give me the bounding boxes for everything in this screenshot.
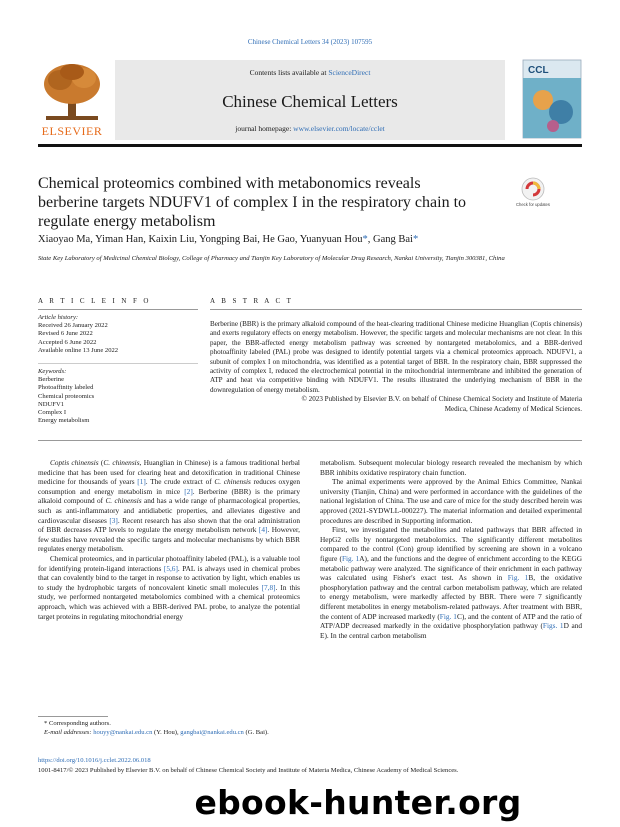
body-paragraph <box>320 525 582 640</box>
check-for-updates-badge[interactable] <box>518 176 548 212</box>
text-run: , Huanglian in Chinese) is a famous traditional herbal medicine that has been used for clearing heat and detoxification in traditional Chinese medicine for thousands of years <box>38 458 300 487</box>
text-run: . Recent research has also shown that the oral administration of BBR decreases ATP levels to regulate the energy metabolism network <box>38 515 300 535</box>
abstract-bottom-rule <box>38 440 582 441</box>
check-updates-label: Check for updates <box>516 202 550 207</box>
author-name: Yuanyuan Hou <box>299 234 363 245</box>
species-name: C. chinensis <box>214 477 251 487</box>
body-column-left <box>38 458 300 621</box>
text-run: D and E). In the central carbon metabolism <box>320 621 582 640</box>
email-line <box>44 729 304 738</box>
figure-link[interactable]: Fig. 1 <box>341 553 360 563</box>
citation-link[interactable]: [4] <box>258 525 268 535</box>
history-item: Revised 6 June 2022 <box>38 330 93 338</box>
footnote <box>44 720 304 737</box>
footnote-rule <box>38 716 108 717</box>
author-separator: , <box>257 234 263 245</box>
article-title: Chemical proteomics combined with metabonomics reveals berberine targets NDUFV1 of complex I in the respiratory chain to regulate energy metabolism <box>38 175 467 230</box>
copyright-line: Medica, Chinese Academy of Medical Sciences. <box>444 404 582 413</box>
author-name: Kaixin Liu <box>148 234 195 245</box>
text-run: B, the oxidative phosphorylation pathway and the central carbon metabolism pathway, which are related to energy metabolism, were markedly affected by BBR. There were 7 significantly different metabolites in energy metabolism-related pathways. After treatment with BBR, the content of ADP increased markedly ( <box>320 573 582 621</box>
text-run: and has a wide range of pharmacological properties, such as anti-inflammatory and antidiabetic properties, and alleviates digestive and cardiovascular diseases <box>38 496 300 525</box>
species-name: C. chinensis <box>105 496 142 506</box>
citation-link[interactable]: [3] <box>109 515 118 525</box>
author-separator: , <box>143 234 149 245</box>
author-name: Yongping Bai <box>199 234 258 245</box>
keyword: Chemical proteomics <box>38 392 95 400</box>
author-separator: , <box>367 234 373 245</box>
author-separator: , <box>194 234 200 245</box>
text-run: Chemical proteomics, and in particular photoaffinity labeled (PAL), is a valuable tool for identifying protein-ligand interactions <box>38 553 300 573</box>
text-run: (Y. Hou), <box>152 728 181 736</box>
text-run: ( <box>98 458 104 467</box>
author-separator: , <box>90 234 96 245</box>
body-paragraph <box>38 554 300 621</box>
keyword: NDUFV1 <box>38 400 65 408</box>
author-name: Xiaoyao Ma <box>38 234 91 245</box>
body-column-right <box>320 458 582 640</box>
affiliation: State Key Laboratory of Medicinal Chemical Biology, College of Pharmacy and Tianjin Key Laboratory of Molecular Drug Research, Nankai University, Tianjin 300381, China <box>38 255 505 262</box>
elsevier-wordmark: ELSEVIER <box>41 124 103 138</box>
cover-text: CCL <box>528 65 549 76</box>
text-run: A), and the functions and the degree of enrichment according to the KEGG metabolic pathway were analyzed. The significance of their enrichment in each pathway was calculated using Fisher's exact test. As shown in <box>320 553 582 583</box>
article-info-heading: A R T I C L E I N F O <box>38 297 151 305</box>
figure-link[interactable]: Fig. 1 <box>507 573 529 583</box>
text-run: . In this study, we performed nontargeted metabolomics combined with a chemical proteomics approach, which was achieved with a BBR-derived PAL probe, to analyze the potential target proteins in regulating mitochondrial energy <box>38 582 301 621</box>
text-run: C), and the content of ATP and the ratio of ATP/ADP decreased markedly in the oxidative phosphorylation pathway ( <box>320 611 583 631</box>
author-name: Gang Bai <box>372 234 413 245</box>
text-run: . Berberine (BBR) is the primary alkaloid compound of <box>38 486 300 506</box>
history-item: Available online 13 June 2022 <box>38 346 119 354</box>
citation-link[interactable]: [2] <box>184 486 193 496</box>
watermark <box>118 783 598 822</box>
sciencedirect-link[interactable]: ScienceDirect <box>328 68 371 77</box>
body-paragraph: metabolism. Subsequent molecular biology research revealed the mechanism by which BBR inhibits oxidative respiratory chain function. <box>320 458 582 477</box>
figure-link[interactable]: Figs. 1 <box>542 621 564 631</box>
watermark-text: ebook-hunter.org <box>194 783 522 822</box>
corresponding-author-marker[interactable]: * <box>412 234 419 245</box>
text-run: . The crude extract of <box>145 477 215 487</box>
keywords-label: Keywords: <box>38 368 67 375</box>
journal-homepage <box>115 124 505 133</box>
author-name: Yiman Han <box>95 234 144 245</box>
keyword: Photoaffinity labeled <box>38 384 94 392</box>
copyright-line: © 2023 Published by Elsevier B.V. on behalf of Chinese Chemical Society and Institute of Materia <box>301 395 582 404</box>
history-item: Received 26 January 2022 <box>38 322 108 330</box>
text-run: First, we investigated the metabolites and related pathways that BBR affected in HepG2 cells by nontargeted metabolomics. The significantly different metabolites compared to the control (Con) group identified by screening are shown in a volcano figure ( <box>320 525 582 563</box>
body-paragraph: The animal experiments were approved by the Animal Ethics Committee, Nankai university (Tianjin, China) and were performed in accordance with the guidelines of the national legislation of China. The use and care of mice for the study described herein was approved (2021-SYDWLL-000227). The material information and detailed experimental procedures are described in Supporting information. <box>320 477 582 525</box>
issn-line: 1001-8417/© 2023 Published by Elsevier B.V. on behalf of Chinese Chemical Society and Institute of Materia Medica, Chinese Academy of Medical Sciences. <box>38 767 459 774</box>
author-separator: , <box>294 234 300 245</box>
journal-title: Chinese Chemical Letters <box>222 92 398 111</box>
email-link[interactable]: houyy@nankai.edu.cn <box>93 728 153 736</box>
masthead-rule <box>38 144 582 147</box>
doi-link[interactable]: https://doi.org/10.1016/j.cclet.2022.06.018 <box>38 757 151 764</box>
email-label: E-mail addresses: <box>44 728 94 736</box>
abstract-body <box>210 320 582 414</box>
article-info-block <box>38 314 198 355</box>
contents-line <box>115 68 505 77</box>
keywords-rule <box>38 363 198 364</box>
keyword: Berberine <box>38 376 64 384</box>
journal-cover-image <box>523 60 581 138</box>
contents-prefix: Contents lists available at <box>249 68 329 77</box>
keyword: Energy metabolism <box>38 417 90 425</box>
author-list <box>38 234 558 245</box>
abstract-heading: A B S T R A C T <box>210 297 294 305</box>
citation-link[interactable]: [5,6] <box>163 563 178 573</box>
history-item: Accepted 6 June 2022 <box>38 338 97 346</box>
corresponding-note: * Corresponding authors. <box>44 720 111 727</box>
abstract-rule <box>210 309 582 310</box>
text-run: . PAL is always used in chemical probes that can covalently bind to the target in response to activation by light, which enables us to study the hydrophobic targets of noncovalent kinetic small molecules <box>38 563 301 592</box>
running-head[interactable]: Chinese Chemical Letters 34 (2023) 107595 <box>247 38 373 46</box>
citation-link[interactable]: [7,8] <box>261 582 276 592</box>
species-name: C. chinensis <box>103 458 140 467</box>
body-paragraph <box>38 458 300 554</box>
article-info-rule <box>38 309 198 310</box>
text-run: (G. Bai). <box>243 728 269 736</box>
author-name: He Gao <box>262 234 295 245</box>
citation-link[interactable]: [1] <box>137 477 146 487</box>
species-name: Coptis chinensis <box>50 458 99 467</box>
text-run: reduces oxygen consumption and energy metabolism in mice <box>38 477 300 496</box>
history-label: Article history: <box>38 314 79 321</box>
keyword: Complex I <box>38 409 67 417</box>
homepage-link[interactable]: www.elsevier.com/locate/cclet <box>293 124 385 133</box>
keywords-block <box>38 368 198 425</box>
homepage-prefix: journal homepage: <box>235 124 294 133</box>
figure-link[interactable]: Fig. 1 <box>439 611 457 621</box>
text-run: . However, few studies have revealed the specific targets and molecular mechanisms by which BBR regulates energy metabolism. <box>38 525 300 554</box>
abstract-paragraph: Berberine (BBR) is the primary alkaloid compound of the heat-clearing traditional Chinese medicine Huanglian (Coptis chinensis) and exerts regulatory effects on energy metabolism. However, the specific targets and molecular mechanisms are not clear. In this paper, the BBR-affected energy metabolism pathway was screened by nontargeted metabolomics, and a BBR-derived photoaffinity labeled (PAL) probe was designed to identify potential targets via a chemical proteomics approach. NDUFV1, a subunit of complex I on mitochondria, was identified as a potential target of BBR. In the respiratory chain, BBR suppressed the activity of complex I, reduced the electrochemical potential in the mitochondrial intermembrane and inhibited the generation of ATP and heat via competitive binding with NDUFV1. The results illustrated the underlying mechanism of BBR in the downregulation of energy metabolism. <box>210 320 582 394</box>
corresponding-author-marker[interactable]: * <box>362 234 368 245</box>
email-link[interactable]: gangbai@nankai.edu.cn <box>180 728 244 736</box>
